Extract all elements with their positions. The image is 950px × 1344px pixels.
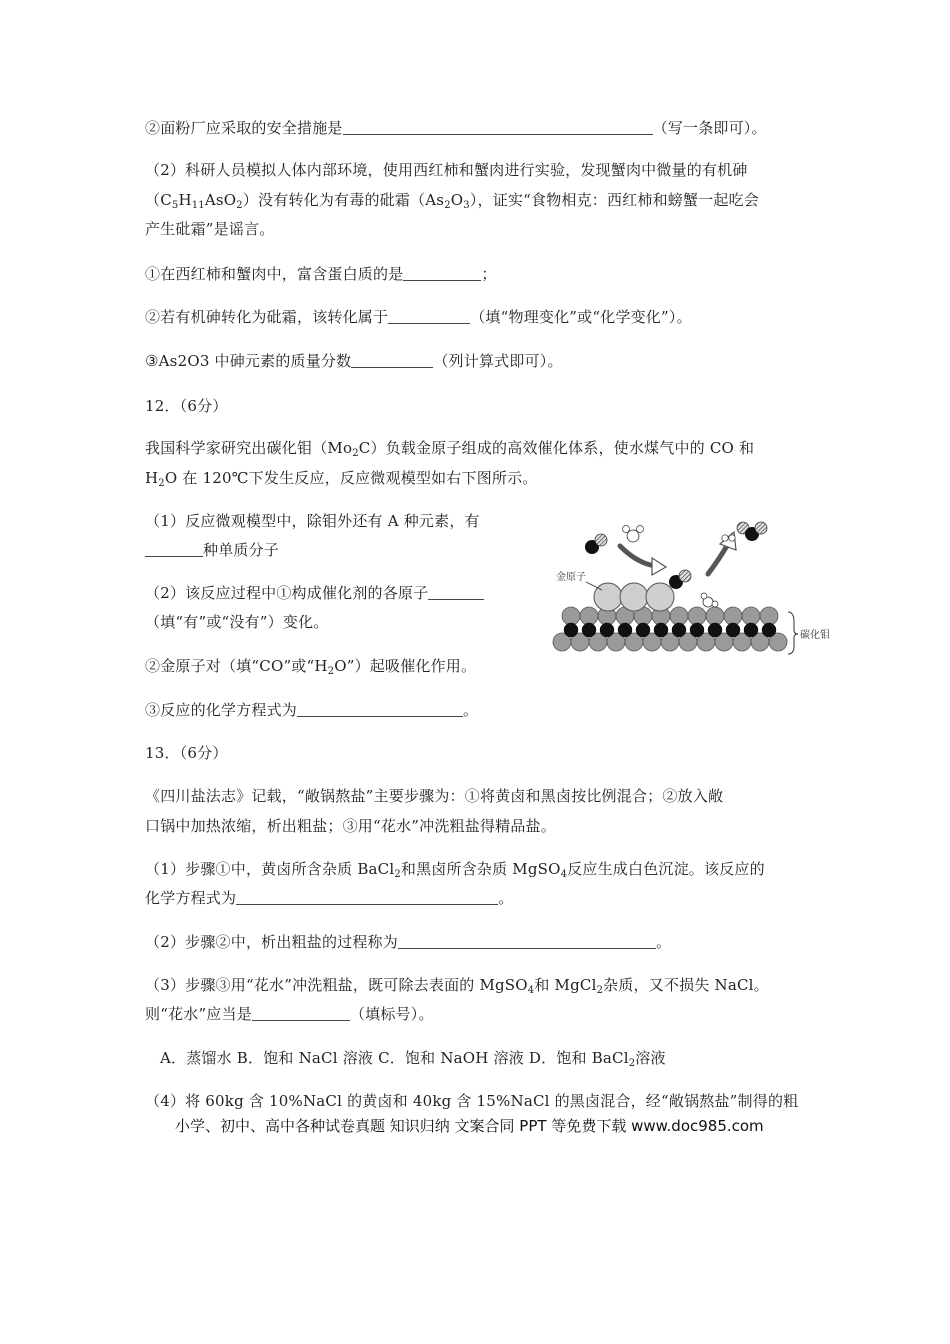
line-q12-intro: 我国科学家研究出碳化钼$(Mo_2C)$负载金原子组成的高效催化体系，使水煤气中的 CO 和 (145, 439, 755, 459)
answer-blank[interactable] (252, 1005, 350, 1021)
line-q13-2: （2）步骤②中，析出粗盐的过程称为 。 (145, 933, 672, 951)
line-q13-1-equation: 化学方程式为 。 (145, 889, 514, 907)
answer-blank[interactable] (343, 119, 653, 135)
line-q13-1: （1）步骤①中，黄卤所含杂质 BaCl$_2$和黑卤所含杂质 MgSO$_4$反应生成白色沉淀。该反应的 (145, 860, 765, 880)
line-q12-reaction: $H_2O$ 在 120℃下发生反应，反应微观模型如右下图所示。 (145, 469, 538, 489)
footer-watermark: 小学、初中、高中各种试卷真题 知识归纳 文案合同 PPT 等免费下载 www.doc985.com (175, 1117, 764, 1135)
line-q12-catalysis: ②金原子对（填“CO”或“$H_2O$”）起吸催化作用。 (145, 657, 477, 677)
line-q2-formula: $(C_5H_{11}AsO_2)$没有转化为有毒的砒霜$(As_2O_3)$，证实“食物相克：西红柿和螃蟹一起吃会 (145, 191, 759, 211)
answer-blank[interactable] (388, 308, 470, 324)
line-q12-2: （2）该反应过程中①构成催化剂的各原子 (145, 583, 484, 603)
line-q13-4: （4）将 60kg 含 10%NaCl 的黄卤和 40kg 含 15%NaCl 的黑卤混合，经“敞锅熬盐”制得的粗 (145, 1092, 799, 1110)
line-q13-options: A．蒸馏水 B．饱和 NaCl 溶液 C．饱和 NaOH 溶液 D．饱和 BaCl$_2$溶液 (160, 1049, 666, 1069)
gold-atoms (594, 583, 674, 611)
answer-blank[interactable] (428, 584, 484, 600)
svg-text:碳化钼: 碳化钼 (800, 630, 830, 641)
svg-text:金原子: 金原子 (556, 572, 586, 583)
answer-blank[interactable] (145, 541, 203, 557)
line-q2-intro: （2）科研人员模拟人体内部环境，使用西红柿和蟹肉进行实验，发现蟹肉中微量的有机砷 (145, 161, 748, 179)
line-q2-protein: ①在西红柿和蟹肉中，富含蛋白质的是 ； (145, 265, 497, 283)
question-12-header: 12．（6分） (145, 397, 228, 415)
line-safety-measures: ②面粉厂应采取的安全措施是 （写一条即可）。 (145, 119, 767, 137)
line-q13-intro-cont: 口锅中加热浓缩，析出粗盐；③用“花水”冲洗粗盐得精品盐。 (145, 817, 556, 835)
answer-blank[interactable] (297, 701, 463, 717)
product-molecules (722, 522, 767, 541)
answer-blank[interactable] (398, 933, 656, 949)
line-q13-3-cont: 则“花水”应当是 （填标号）。 (145, 1005, 434, 1023)
line-q12-2-cont: （填“有”或“没有”）变化。 (145, 613, 329, 631)
question-13-header: 13．（6分） (145, 744, 228, 762)
line-q2-mass-fraction: ③As2O3 中砷元素的质量分数 （列计算式即可）。 (145, 352, 563, 370)
line-q2-change: ②若有机砷转化为砒霜，该转化属于 （填“物理变化”或“化学变化”）。 (145, 308, 692, 326)
carbide-layer (553, 607, 830, 654)
answer-blank[interactable] (351, 352, 433, 368)
line-q2-rumor: 产生砒霜”是谣言。 (145, 220, 275, 238)
answer-blank[interactable] (403, 265, 481, 281)
line-q12-equation: ③反应的化学方程式为 。 (145, 701, 479, 719)
line-q12-1: （1）反应微观模型中，除钼外还有 A 种元素，有 (145, 512, 480, 530)
line-q12-1-cont: 种单质分子 (145, 540, 279, 560)
reaction-model-figure (548, 512, 848, 662)
line-q13-3: （3）步骤③用“花水”冲洗粗盐，既可除去表面的 MgSO$_4$和 MgCl$_2$杂质，又不损失 NaCl。 (145, 976, 769, 996)
line-q13-intro: 《四川盐法志》记载，“敞锅熬盐”主要步骤为：①将黄卤和黑卤按比例混合；②放入敞 (145, 787, 724, 805)
answer-blank[interactable] (236, 889, 498, 905)
